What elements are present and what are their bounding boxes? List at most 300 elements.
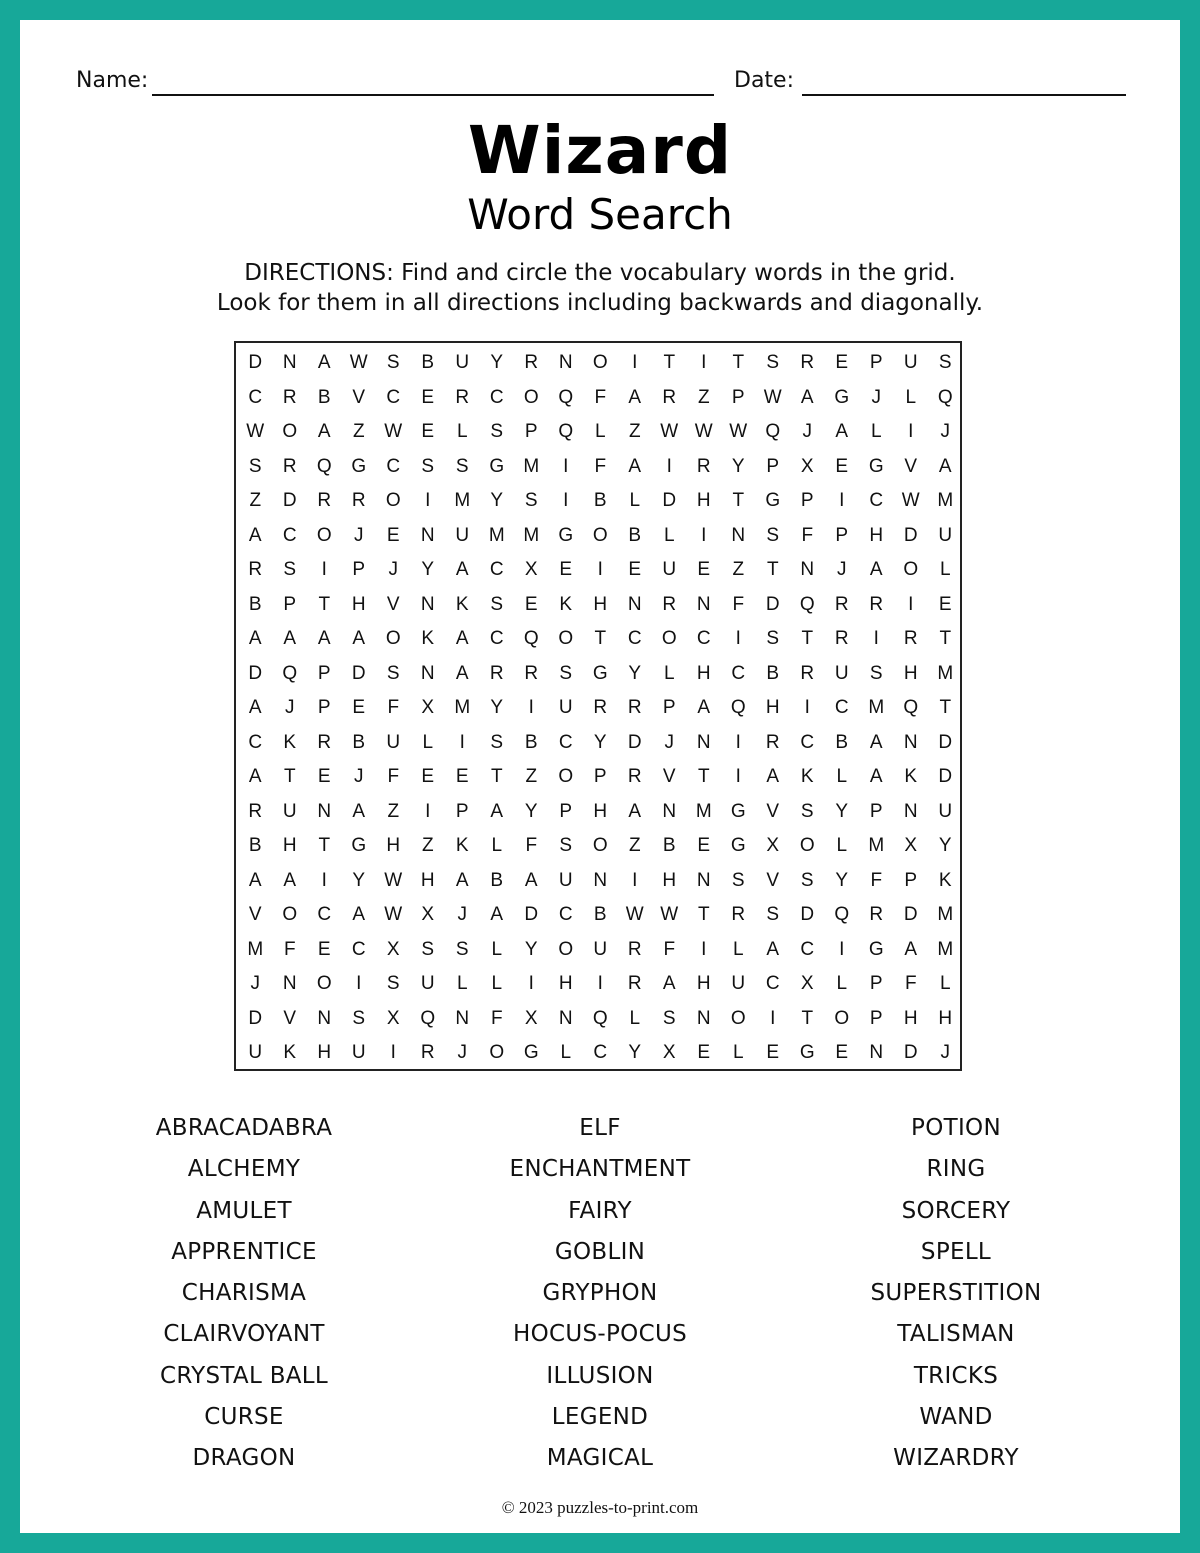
grid-cell[interactable]: R <box>420 1042 435 1064</box>
grid-cell[interactable]: H <box>386 835 401 857</box>
grid-cell[interactable]: F <box>387 766 400 788</box>
grid-cell[interactable]: M <box>937 490 954 512</box>
grid-cell[interactable]: F <box>801 524 814 546</box>
grid-cell[interactable]: K <box>283 731 297 753</box>
grid-cell[interactable]: E <box>421 766 435 788</box>
grid-cell[interactable]: O <box>730 1007 746 1029</box>
grid-cell[interactable]: F <box>732 593 745 615</box>
grid-cell[interactable]: E <box>421 421 435 443</box>
grid-cell[interactable]: P <box>869 800 883 822</box>
grid-cell[interactable]: E <box>559 559 573 581</box>
grid-cell[interactable]: N <box>317 800 332 822</box>
grid-cell[interactable]: O <box>316 973 332 995</box>
grid-cell[interactable]: P <box>835 524 849 546</box>
grid-cell[interactable]: Y <box>490 490 504 512</box>
grid-cell[interactable]: U <box>662 559 677 581</box>
grid-cell[interactable]: D <box>800 904 815 926</box>
grid-cell[interactable]: L <box>939 559 951 581</box>
grid-cell[interactable]: S <box>455 455 469 477</box>
grid-cell[interactable]: S <box>352 1007 366 1029</box>
grid-cell[interactable]: T <box>318 835 331 857</box>
grid-cell[interactable]: H <box>903 662 918 684</box>
grid-cell[interactable]: J <box>664 731 674 753</box>
grid-cell[interactable]: H <box>420 869 435 891</box>
grid-cell[interactable]: I <box>666 455 672 477</box>
grid-cell[interactable]: A <box>248 869 262 891</box>
grid-cell[interactable]: Q <box>558 386 574 408</box>
grid-cell[interactable]: Z <box>387 800 400 822</box>
grid-cell[interactable]: M <box>454 697 471 719</box>
grid-cell[interactable]: N <box>420 662 435 684</box>
grid-cell[interactable]: I <box>839 490 845 512</box>
grid-cell[interactable]: M <box>454 490 471 512</box>
grid-cell[interactable]: G <box>765 490 781 512</box>
grid-cell[interactable]: S <box>869 662 883 684</box>
grid-cell[interactable]: Q <box>523 628 539 650</box>
grid-cell[interactable]: V <box>352 386 366 408</box>
grid-cell[interactable]: C <box>869 490 884 512</box>
grid-cell[interactable]: P <box>869 973 883 995</box>
grid-cell[interactable]: P <box>455 800 469 822</box>
grid-cell[interactable]: R <box>834 628 849 650</box>
grid-cell[interactable]: P <box>317 662 331 684</box>
grid-cell[interactable]: B <box>593 490 607 512</box>
grid-cell[interactable]: S <box>766 904 780 926</box>
grid-cell[interactable]: R <box>282 455 297 477</box>
grid-cell[interactable]: A <box>766 938 780 960</box>
grid-cell[interactable]: I <box>390 1042 396 1064</box>
grid-cell[interactable]: E <box>386 524 400 546</box>
grid-cell[interactable]: T <box>663 352 676 374</box>
grid-cell[interactable]: L <box>836 973 848 995</box>
grid-cell[interactable]: L <box>491 938 503 960</box>
grid-cell[interactable]: S <box>283 559 297 581</box>
grid-cell[interactable]: G <box>834 386 850 408</box>
grid-cell[interactable]: N <box>696 869 711 891</box>
grid-cell[interactable]: H <box>558 973 573 995</box>
grid-cell[interactable]: U <box>455 352 470 374</box>
grid-cell[interactable]: F <box>525 835 538 857</box>
grid-cell[interactable]: O <box>558 766 574 788</box>
grid-cell[interactable]: X <box>524 559 538 581</box>
grid-cell[interactable]: W <box>384 869 403 891</box>
grid-cell[interactable]: S <box>386 662 400 684</box>
grid-cell[interactable]: Z <box>628 835 641 857</box>
grid-cell[interactable]: W <box>349 352 368 374</box>
grid-cell[interactable]: Y <box>593 731 607 753</box>
grid-cell[interactable]: R <box>489 662 504 684</box>
grid-cell[interactable]: W <box>384 421 403 443</box>
grid-cell[interactable]: S <box>524 490 538 512</box>
grid-cell[interactable]: A <box>248 524 262 546</box>
grid-cell[interactable]: A <box>352 628 366 650</box>
grid-cell[interactable]: F <box>387 697 400 719</box>
grid-cell[interactable]: L <box>732 938 744 960</box>
grid-cell[interactable]: Y <box>628 662 642 684</box>
grid-cell[interactable]: R <box>593 697 608 719</box>
grid-cell[interactable]: T <box>801 628 814 650</box>
grid-cell[interactable]: J <box>250 973 260 995</box>
grid-cell[interactable]: H <box>317 1042 332 1064</box>
grid-cell[interactable]: D <box>903 1042 918 1064</box>
grid-cell[interactable]: R <box>455 386 470 408</box>
grid-cell[interactable]: Q <box>420 1007 436 1029</box>
grid-cell[interactable]: O <box>385 490 401 512</box>
grid-cell[interactable]: R <box>696 455 711 477</box>
grid-cell[interactable]: H <box>351 593 366 615</box>
grid-cell[interactable]: F <box>870 869 883 891</box>
grid-cell[interactable]: G <box>351 455 367 477</box>
grid-cell[interactable]: G <box>558 524 574 546</box>
grid-cell[interactable]: D <box>248 352 263 374</box>
grid-cell[interactable]: O <box>834 1007 850 1029</box>
grid-cell[interactable]: X <box>662 1042 676 1064</box>
grid-cell[interactable]: K <box>455 593 469 615</box>
grid-cell[interactable]: V <box>248 904 262 926</box>
grid-cell[interactable]: B <box>524 731 538 753</box>
grid-cell[interactable]: Q <box>316 455 332 477</box>
grid-cell[interactable]: I <box>597 973 603 995</box>
grid-cell[interactable]: R <box>869 904 884 926</box>
grid-cell[interactable]: P <box>800 490 814 512</box>
grid-cell[interactable]: Y <box>835 800 849 822</box>
grid-cell[interactable]: X <box>421 904 435 926</box>
grid-cell[interactable]: P <box>869 1007 883 1029</box>
grid-cell[interactable]: P <box>559 800 573 822</box>
grid-cell[interactable]: C <box>248 386 263 408</box>
grid-cell[interactable]: D <box>903 524 918 546</box>
grid-cell[interactable]: N <box>800 559 815 581</box>
grid-cell[interactable]: A <box>248 697 262 719</box>
grid-cell[interactable]: L <box>456 421 468 443</box>
grid-cell[interactable]: E <box>524 593 538 615</box>
grid-cell[interactable]: A <box>490 904 504 926</box>
grid-cell[interactable]: N <box>903 731 918 753</box>
grid-cell[interactable]: E <box>697 1042 711 1064</box>
grid-cell[interactable]: P <box>352 559 366 581</box>
grid-cell[interactable]: Z <box>697 386 710 408</box>
grid-cell[interactable]: R <box>248 800 263 822</box>
grid-cell[interactable]: Y <box>490 352 504 374</box>
grid-cell[interactable]: N <box>558 1007 573 1029</box>
grid-cell[interactable]: D <box>627 731 642 753</box>
grid-cell[interactable]: U <box>248 1042 263 1064</box>
grid-cell[interactable]: E <box>317 938 331 960</box>
grid-cell[interactable]: M <box>695 800 712 822</box>
grid-cell[interactable]: A <box>352 904 366 926</box>
grid-cell[interactable]: X <box>386 938 400 960</box>
grid-cell[interactable]: W <box>901 490 920 512</box>
grid-cell[interactable]: L <box>939 973 951 995</box>
grid-cell[interactable]: B <box>248 835 262 857</box>
grid-cell[interactable]: H <box>282 835 297 857</box>
grid-cell[interactable]: C <box>834 697 849 719</box>
grid-cell[interactable]: Q <box>558 421 574 443</box>
grid-cell[interactable]: I <box>701 938 707 960</box>
grid-cell[interactable]: Z <box>525 766 538 788</box>
grid-cell[interactable]: I <box>459 731 465 753</box>
grid-cell[interactable]: M <box>937 938 954 960</box>
grid-cell[interactable]: G <box>523 1042 539 1064</box>
grid-cell[interactable]: F <box>594 386 607 408</box>
grid-cell[interactable]: A <box>800 386 814 408</box>
grid-cell[interactable]: U <box>386 731 401 753</box>
grid-cell[interactable]: R <box>282 386 297 408</box>
grid-cell[interactable]: N <box>317 1007 332 1029</box>
grid-cell[interactable]: C <box>558 904 573 926</box>
grid-cell[interactable]: Y <box>421 559 435 581</box>
grid-cell[interactable]: U <box>558 869 573 891</box>
grid-cell[interactable]: S <box>421 938 435 960</box>
grid-cell[interactable]: X <box>800 973 814 995</box>
grid-cell[interactable]: N <box>731 524 746 546</box>
grid-cell[interactable]: T <box>766 559 779 581</box>
grid-cell[interactable]: L <box>456 973 468 995</box>
grid-cell[interactable]: E <box>317 766 331 788</box>
grid-cell[interactable]: O <box>799 835 815 857</box>
grid-cell[interactable]: J <box>388 559 398 581</box>
grid-cell[interactable]: C <box>489 386 504 408</box>
grid-cell[interactable]: C <box>800 731 815 753</box>
grid-cell[interactable]: J <box>802 421 812 443</box>
grid-cell[interactable]: I <box>528 973 534 995</box>
grid-cell[interactable]: N <box>903 800 918 822</box>
grid-cell[interactable]: Q <box>799 593 815 615</box>
grid-cell[interactable]: G <box>730 800 746 822</box>
grid-cell[interactable]: B <box>835 731 849 753</box>
grid-cell[interactable]: C <box>386 386 401 408</box>
grid-cell[interactable]: S <box>386 973 400 995</box>
grid-cell[interactable]: H <box>696 973 711 995</box>
grid-cell[interactable]: M <box>247 938 264 960</box>
grid-cell[interactable]: O <box>558 938 574 960</box>
grid-cell[interactable]: Q <box>903 697 919 719</box>
grid-cell[interactable]: R <box>351 490 366 512</box>
grid-cell[interactable]: R <box>903 628 918 650</box>
grid-cell[interactable]: G <box>868 938 884 960</box>
grid-cell[interactable]: N <box>282 352 297 374</box>
grid-cell[interactable]: A <box>869 731 883 753</box>
grid-cell[interactable]: A <box>628 455 642 477</box>
grid-cell[interactable]: L <box>663 524 675 546</box>
grid-cell[interactable]: J <box>837 559 847 581</box>
grid-cell[interactable]: U <box>282 800 297 822</box>
grid-cell[interactable]: M <box>488 524 505 546</box>
grid-cell[interactable]: X <box>766 835 780 857</box>
grid-cell[interactable]: D <box>351 662 366 684</box>
grid-cell[interactable]: L <box>905 386 917 408</box>
grid-cell[interactable]: S <box>386 352 400 374</box>
grid-cell[interactable]: M <box>937 662 954 684</box>
grid-cell[interactable]: V <box>283 1007 297 1029</box>
grid-cell[interactable]: P <box>593 766 607 788</box>
grid-cell[interactable]: P <box>904 869 918 891</box>
grid-cell[interactable]: I <box>701 352 707 374</box>
grid-cell[interactable]: R <box>627 766 642 788</box>
grid-cell[interactable]: R <box>627 697 642 719</box>
grid-cell[interactable]: I <box>632 352 638 374</box>
grid-cell[interactable]: I <box>425 490 431 512</box>
grid-cell[interactable]: I <box>597 559 603 581</box>
grid-cell[interactable]: P <box>283 593 297 615</box>
grid-cell[interactable]: O <box>523 386 539 408</box>
grid-cell[interactable]: M <box>523 524 540 546</box>
grid-cell[interactable]: E <box>697 835 711 857</box>
grid-cell[interactable]: S <box>766 352 780 374</box>
grid-cell[interactable]: I <box>563 490 569 512</box>
grid-cell[interactable]: R <box>869 593 884 615</box>
grid-cell[interactable]: Z <box>732 559 745 581</box>
grid-cell[interactable]: T <box>283 766 296 788</box>
grid-cell[interactable]: W <box>246 421 265 443</box>
date-field[interactable] <box>802 94 1126 96</box>
grid-cell[interactable]: M <box>868 697 885 719</box>
grid-cell[interactable]: O <box>592 352 608 374</box>
grid-cell[interactable]: A <box>352 800 366 822</box>
grid-cell[interactable]: M <box>868 835 885 857</box>
grid-cell[interactable]: V <box>662 766 676 788</box>
grid-cell[interactable]: H <box>696 662 711 684</box>
grid-cell[interactable]: V <box>386 593 400 615</box>
grid-cell[interactable]: C <box>696 628 711 650</box>
grid-cell[interactable]: E <box>352 697 366 719</box>
grid-cell[interactable]: D <box>938 731 953 753</box>
grid-cell[interactable]: R <box>800 662 815 684</box>
grid-cell[interactable]: R <box>662 386 677 408</box>
grid-cell[interactable]: A <box>317 628 331 650</box>
grid-cell[interactable]: S <box>766 628 780 650</box>
grid-cell[interactable]: R <box>765 731 780 753</box>
grid-cell[interactable]: W <box>660 904 679 926</box>
grid-cell[interactable]: S <box>421 455 435 477</box>
grid-cell[interactable]: D <box>765 593 780 615</box>
grid-cell[interactable]: A <box>283 869 297 891</box>
grid-cell[interactable]: W <box>660 421 679 443</box>
grid-cell[interactable]: B <box>766 662 780 684</box>
grid-cell[interactable]: S <box>731 869 745 891</box>
grid-cell[interactable]: I <box>321 559 327 581</box>
grid-cell[interactable]: D <box>248 662 263 684</box>
grid-cell[interactable]: E <box>421 386 435 408</box>
grid-cell[interactable]: A <box>869 766 883 788</box>
grid-cell[interactable]: K <box>938 869 952 891</box>
grid-cell[interactable]: X <box>524 1007 538 1029</box>
grid-cell[interactable]: V <box>904 455 918 477</box>
grid-cell[interactable]: E <box>697 559 711 581</box>
grid-cell[interactable]: A <box>283 628 297 650</box>
grid-cell[interactable]: E <box>766 1042 780 1064</box>
grid-cell[interactable]: O <box>592 524 608 546</box>
grid-cell[interactable]: N <box>627 593 642 615</box>
grid-cell[interactable]: M <box>523 455 540 477</box>
grid-cell[interactable]: S <box>490 593 504 615</box>
grid-cell[interactable]: B <box>628 524 642 546</box>
grid-cell[interactable]: Y <box>628 1042 642 1064</box>
grid-cell[interactable]: B <box>593 904 607 926</box>
grid-cell[interactable]: A <box>938 455 952 477</box>
grid-cell[interactable]: T <box>697 766 710 788</box>
grid-cell[interactable]: A <box>628 386 642 408</box>
grid-cell[interactable]: Y <box>938 835 952 857</box>
grid-cell[interactable]: F <box>283 938 296 960</box>
grid-cell[interactable]: J <box>354 524 364 546</box>
grid-cell[interactable]: C <box>386 455 401 477</box>
grid-cell[interactable]: U <box>455 524 470 546</box>
grid-cell[interactable]: K <box>283 1042 297 1064</box>
grid-cell[interactable]: X <box>421 697 435 719</box>
grid-cell[interactable]: C <box>731 662 746 684</box>
grid-cell[interactable]: O <box>592 835 608 857</box>
grid-cell[interactable]: O <box>282 421 298 443</box>
grid-cell[interactable]: I <box>632 869 638 891</box>
grid-cell[interactable]: S <box>490 731 504 753</box>
grid-cell[interactable]: Q <box>937 386 953 408</box>
grid-cell[interactable]: I <box>356 973 362 995</box>
grid-cell[interactable]: U <box>938 800 953 822</box>
grid-cell[interactable]: I <box>528 697 534 719</box>
grid-cell[interactable]: W <box>694 421 713 443</box>
grid-cell[interactable]: L <box>836 835 848 857</box>
grid-cell[interactable]: A <box>317 352 331 374</box>
grid-cell[interactable]: N <box>558 352 573 374</box>
grid-cell[interactable]: D <box>248 1007 263 1029</box>
grid-cell[interactable]: C <box>248 731 263 753</box>
grid-cell[interactable]: B <box>352 731 366 753</box>
grid-cell[interactable]: E <box>835 455 849 477</box>
grid-cell[interactable]: S <box>800 800 814 822</box>
grid-cell[interactable]: U <box>834 662 849 684</box>
grid-cell[interactable]: B <box>421 352 435 374</box>
grid-cell[interactable]: R <box>731 904 746 926</box>
grid-cell[interactable]: I <box>804 697 810 719</box>
grid-cell[interactable]: D <box>938 766 953 788</box>
grid-cell[interactable]: Q <box>730 697 746 719</box>
grid-cell[interactable]: O <box>489 1042 505 1064</box>
grid-cell[interactable]: Z <box>421 835 434 857</box>
grid-cell[interactable]: A <box>248 766 262 788</box>
grid-cell[interactable]: L <box>836 766 848 788</box>
grid-cell[interactable]: N <box>696 731 711 753</box>
grid-cell[interactable]: T <box>939 697 952 719</box>
grid-cell[interactable]: I <box>908 593 914 615</box>
grid-cell[interactable]: A <box>835 421 849 443</box>
grid-cell[interactable]: Y <box>731 455 745 477</box>
grid-cell[interactable]: I <box>735 766 741 788</box>
grid-cell[interactable]: I <box>770 1007 776 1029</box>
grid-cell[interactable]: V <box>766 869 780 891</box>
grid-cell[interactable]: A <box>490 800 504 822</box>
grid-cell[interactable]: F <box>663 938 676 960</box>
grid-cell[interactable]: R <box>662 593 677 615</box>
grid-cell[interactable]: K <box>904 766 918 788</box>
grid-cell[interactable]: Y <box>490 697 504 719</box>
grid-cell[interactable]: U <box>938 524 953 546</box>
grid-cell[interactable]: P <box>524 421 538 443</box>
grid-cell[interactable]: X <box>800 455 814 477</box>
grid-cell[interactable]: R <box>524 662 539 684</box>
grid-cell[interactable]: L <box>560 1042 572 1064</box>
grid-cell[interactable]: G <box>868 455 884 477</box>
grid-cell[interactable]: L <box>629 1007 641 1029</box>
grid-cell[interactable]: I <box>701 524 707 546</box>
grid-cell[interactable]: L <box>491 973 503 995</box>
grid-cell[interactable]: T <box>490 766 503 788</box>
grid-cell[interactable]: T <box>801 1007 814 1029</box>
grid-cell[interactable]: N <box>696 1007 711 1029</box>
grid-cell[interactable]: R <box>834 593 849 615</box>
grid-cell[interactable]: J <box>940 1042 950 1064</box>
grid-cell[interactable]: L <box>422 731 434 753</box>
